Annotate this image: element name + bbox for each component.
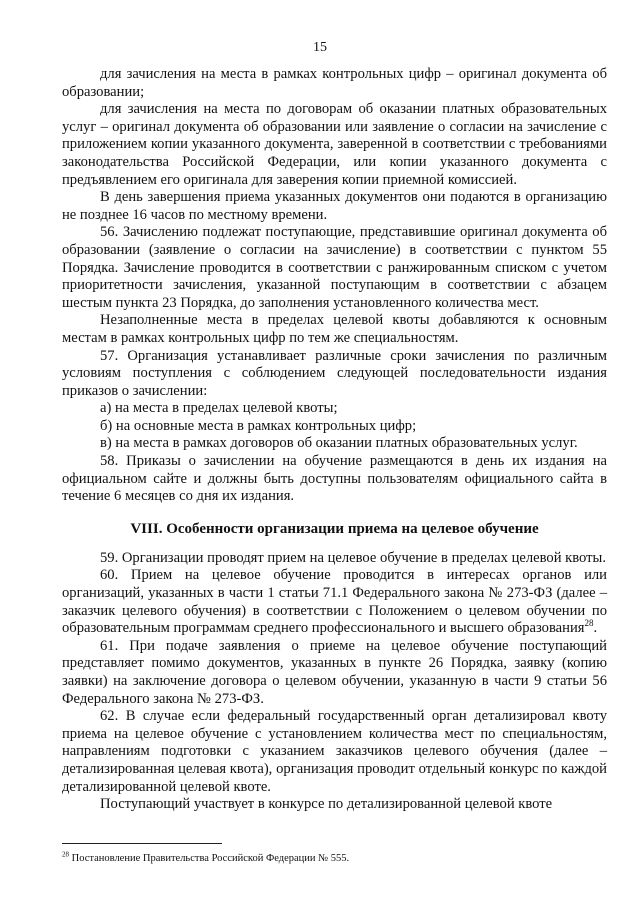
- document-body: [62, 66, 607, 814]
- list-item: а) на места в пределах целевой квоты;: [100, 400, 338, 417]
- paragraph: Поступающий участвует в конкурсе по детализированной целевой квоте: [100, 796, 553, 813]
- footnote: [62, 852, 607, 865]
- footnote-text: Постановление Правительства Российской Федерации № 555.: [69, 853, 350, 864]
- paragraph: Незаполненные места в пределах целевой квоты добавляются к основным местам в рамках контрольных цифр по тем же специальностям.: [62, 312, 607, 346]
- footnote-divider: [62, 843, 222, 844]
- footnote-reference[interactable]: 28: [584, 618, 594, 629]
- paragraph: 57. Организация устанавливает различные сроки зачисления по различным условиям поступления с соблюдением следующей последовательности издания приказов о зачислении:: [62, 347, 607, 399]
- list-item: б) на основные места в рамках контрольных цифр;: [100, 417, 417, 434]
- paragraph: В день завершения приема указанных документов они подаются в организацию не позднее 16 часов по местному времени.: [62, 189, 607, 223]
- page-number: 15: [313, 40, 327, 55]
- paragraph: 58. Приказы о зачислении на обучение размещаются в день их издания на официальном сайте и должны быть доступны пользователям официального сайта в течение 6 месяцев со дня их издания.: [62, 453, 607, 505]
- paragraph: 59. Организации проводят прием на целевое обучение в пределах целевой квоты.: [100, 549, 606, 566]
- paragraph: 61. При подаче заявления о приеме на целевое обучение поступающий представляет помимо документов, указанных в пункте 26 Порядка, заявку (копию заявки) на заключение договора о целевом обучении, указанную в части 9 статьи 56 Федерального закона № 273-ФЗ.: [62, 637, 607, 707]
- section-heading: VIII. Особенности организации приема на целевое обучение: [130, 520, 539, 537]
- paragraph: для зачисления на места по договорам об оказании платных образовательных услуг – оригинал документа об образовании или заявление о согласии на зачисление с приложением копии указанного документа, заверенной в соответствии с требованиями законодательства Российской Федерации, или копии указанного документа с предъявлением его оригинала для заверения копии приемной комиссией.: [62, 101, 607, 188]
- paragraph-end: .: [593, 620, 598, 637]
- paragraph: [62, 567, 607, 637]
- paragraph: 62. В случае если федеральный государственный орган детализировал квоту приема на целевое обучение с установлением количества мест по специальностям, направлениям подготовки с указанием заказчиков целевого обучения (далее – детализированная целевая квота), организация проводит отдельный конкурс по каждой детализированной целевой квоте.: [62, 708, 607, 795]
- paragraph: 56. Зачислению подлежат поступающие, представившие оригинал документа об образовании (заявление о согласии на зачисление) в соответствии с пунктом 55 Порядка. Зачисление проводится в соответствии с ранжированным списком с учетом приоритетности зачисления, указанной поступающим в соответствии с абзацем шестым пункта 23 Порядка, до заполнения установленного количества мест.: [62, 224, 607, 311]
- footnote-marker: 28: [62, 850, 69, 859]
- list-item: в) на места в рамках договоров об оказании платных образовательных услуг.: [100, 435, 578, 452]
- paragraph-text: 60. Прием на целевое обучение проводится в интересах органов или организаций, указанных в части 1 статьи 71.1 Федерального закона № 273-ФЗ (далее – заказчик целевого обучения) в соответствии с Положением о целевом обучении по образовательным программам среднего профессионального и высшего образования: [62, 567, 607, 637]
- paragraph: для зачисления на места в рамках контрольных цифр – оригинал документа об образовании;: [62, 66, 607, 100]
